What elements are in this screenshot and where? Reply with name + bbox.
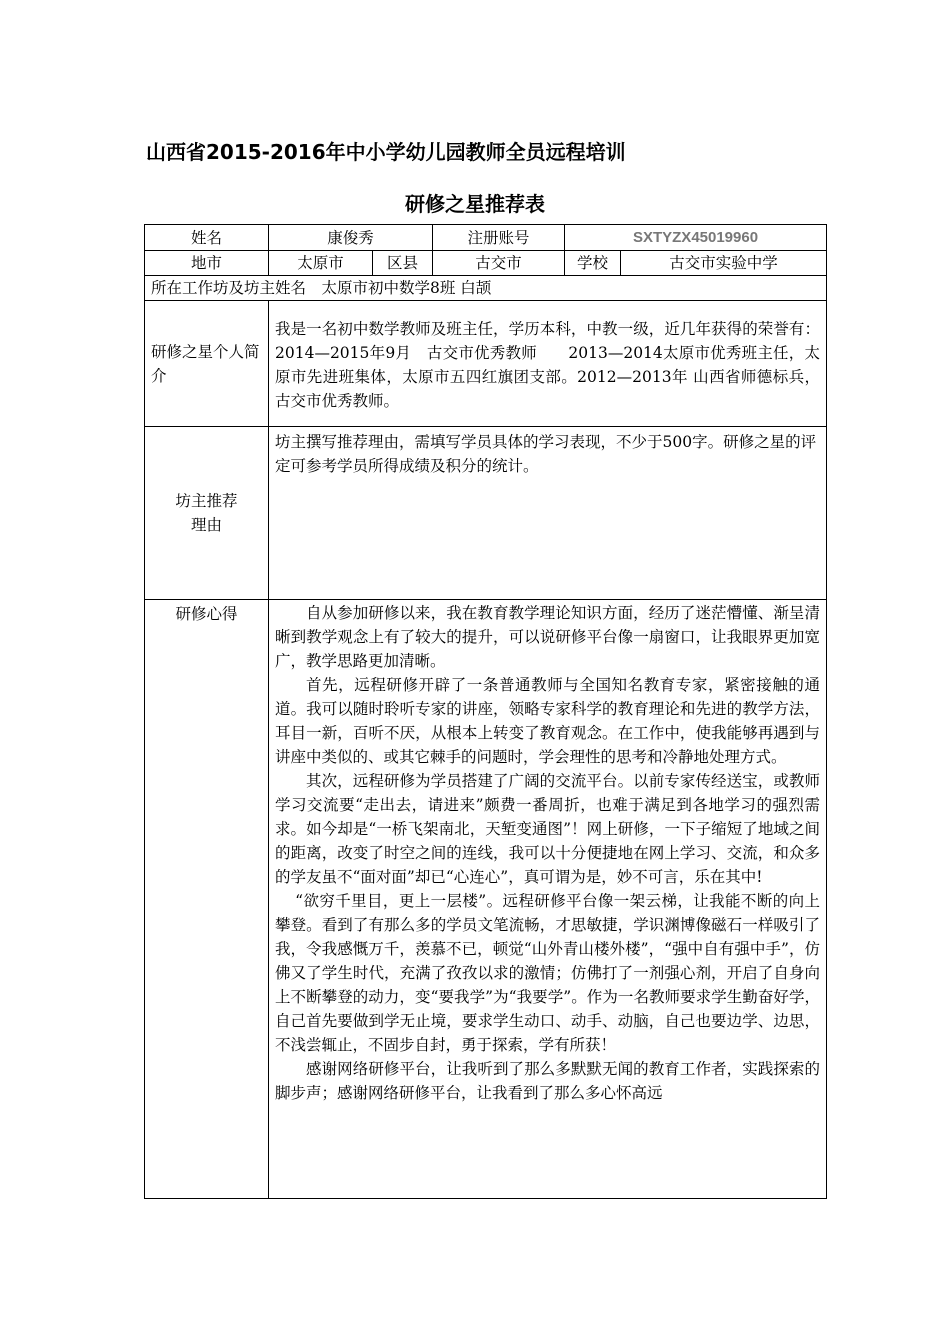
row-location	[145, 251, 827, 276]
document-subtitle: 研修之星推荐表	[405, 192, 545, 216]
city-label: 地市	[145, 251, 269, 276]
reason-text: 坊主撰写推荐理由，需填写学员具体的学习表现，不少于500字。研修之星的评定可参考学员所得成绩及积分的统计。	[269, 427, 827, 600]
account-value: SXTYZX45019960	[565, 225, 827, 251]
row-reason	[145, 427, 827, 600]
profile-text: 我是一名初中数学教师及班主任，学历本科，中教一级，近几年获得的荣誉有：2014—2015年9月 古交市优秀教师 2013—2014太原市优秀班主任，太原市先进班集体，太原市五四红旗团支部。2012—2013年 山西省师德标兵，古交市优秀教师。	[269, 301, 827, 427]
county-label: 区县	[373, 251, 433, 276]
reason-label	[145, 427, 269, 600]
city-value: 太原市	[269, 251, 373, 276]
school-value: 古交市实验中学	[621, 251, 827, 276]
essay-body	[269, 600, 827, 1199]
name-label: 姓名	[145, 225, 269, 251]
row-profile	[145, 301, 827, 427]
document-title: 山西省2015-2016年中小学幼儿园教师全员远程培训	[146, 140, 626, 164]
row-workshop	[145, 276, 827, 301]
essay-paragraph: 其次，远程研修为学员搭建了广阔的交流平台。以前专家传经送宝，或教师学习交流要“走出去，请进来”颇费一番周折，也难于满足到各地学习的强烈需求。如今却是“一桥飞架南北，天堑变通图”！网上研修，一下子缩短了地域之间的距离，改变了时空之间的连线，我可以十分便捷地在网上学习、交流，和众多的学友虽不“面对面”却已“心连心”，真可谓为是，妙不可言，乐在其中!	[275, 772, 821, 886]
school-label: 学校	[565, 251, 621, 276]
reason-label-line2: 理由	[190, 516, 222, 534]
row-essay	[145, 600, 827, 1199]
essay-label: 研修心得	[145, 600, 269, 1199]
reason-label-line1: 坊主推荐	[175, 492, 238, 510]
essay-paragraph: “欲穷千里目，更上一层楼”。远程研修平台像一架云梯，让我能不断的向上攀登。看到了有那么多的学员文笔流畅，才思敏捷，学识渊博像磁石一样吸引了我，令我感慨万千，羡慕不已，顿觉“山外青山楼外楼”，“强中自有强中手”，仿佛又了学生时代，充满了孜孜以求的激情；仿佛打了一剂强心剂，开启了自身向上不断攀登的动力，变“要我学”为“我要学”。作为一名教师要求学生勤奋好学，自己首先要做到学无止境，要求学生动口、动手、动脑，自己也要边学、边思，不浅尝辄止，不固步自封，勇于探索，学有所获！	[275, 892, 821, 1054]
essay-paragraph: 首先，远程研修开辟了一条普通教师与全国知名教育专家，紧密接触的通道。我可以随时聆听专家的讲座，领略专家科学的教育理论和先进的教学方法，耳目一新，百听不厌，从根本上转变了教育观念。在工作中，使我能够再遇到与讲座中类似的、或其它棘手的问题时，学会理性的思考和冷静地处理方式。	[275, 676, 821, 766]
row-name	[145, 225, 827, 251]
profile-label: 研修之星个人简介	[145, 301, 269, 427]
recommendation-form	[144, 224, 827, 1199]
name-value: 康俊秀	[269, 225, 433, 251]
essay-paragraph: 感谢网络研修平台，让我听到了那么多默默无闻的教育工作者，实践探索的脚步声；感谢网络研修平台，让我看到了那么多心怀高远	[275, 1060, 821, 1102]
account-label: 注册账号	[433, 225, 565, 251]
workshop-line: 所在工作坊及坊主姓名 太原市初中数学8班 白颉	[145, 276, 827, 301]
essay-paragraph: 自从参加研修以来，我在教育教学理论知识方面，经历了迷茫懵懂、渐呈清晰到教学观念上有了较大的提升，可以说研修平台像一扇窗口，让我眼界更加宽广，教学思路更加清晰。	[275, 604, 821, 670]
county-value: 古交市	[433, 251, 565, 276]
